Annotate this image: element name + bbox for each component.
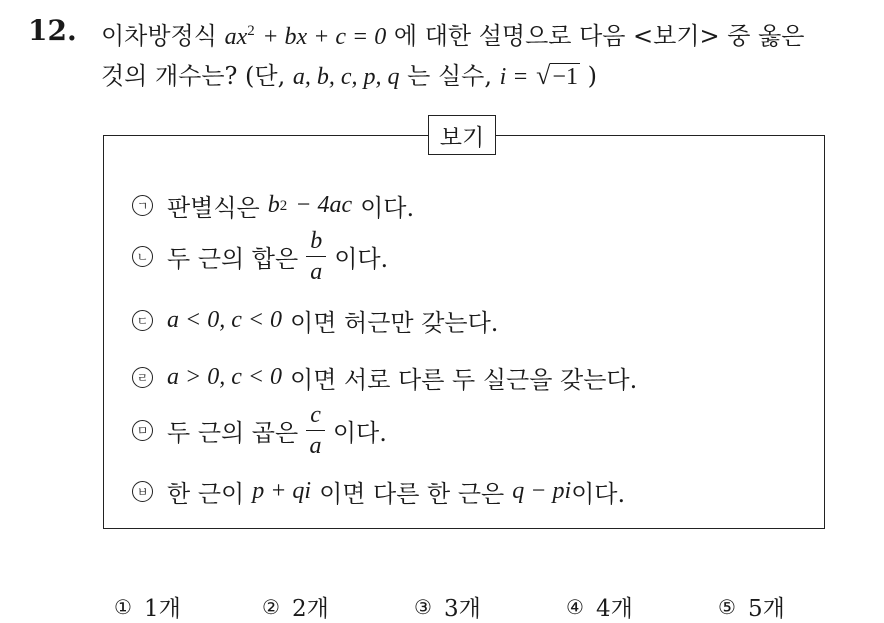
choice-1[interactable] [114, 590, 181, 623]
math-condition: a < 0, c < 0 [167, 307, 283, 333]
statement-5 [132, 400, 387, 461]
math-base: b [267, 192, 280, 218]
statement-marker: ㄴ [132, 246, 153, 267]
fraction [306, 400, 325, 461]
statement-text: 한 근이 [167, 480, 245, 508]
choice-mark: ② [262, 594, 280, 619]
question-text-suffix: 에 대한 설명으로 다음 <보기> 중 옳은 [393, 22, 805, 50]
question-line-2 [101, 56, 597, 91]
question-text-prefix: 이차방정식 [101, 22, 217, 50]
choice-label: 4개 [595, 596, 633, 622]
statement-text: 두 근의 곱은 [167, 419, 299, 447]
statement-text: 두 근의 합은 [167, 245, 299, 273]
real-variables: a, b, c, p, q [292, 64, 400, 90]
statement-2 [132, 226, 388, 287]
equation-a: ax [224, 24, 248, 50]
choice-label: 1개 [143, 596, 181, 622]
statement-4 [132, 360, 637, 395]
example-box-title: 보기 [428, 115, 496, 155]
choice-mark: ⑤ [718, 594, 736, 619]
math-condition: a > 0, c < 0 [167, 364, 283, 390]
question-condition-end: ) [587, 62, 597, 90]
choice-label: 3개 [443, 596, 481, 622]
statement-marker: ㅂ [132, 481, 153, 502]
choice-3[interactable] [414, 590, 481, 623]
fraction-numerator: b [306, 226, 326, 257]
answer-choices [0, 590, 884, 620]
statement-text-mid: 이면 다른 한 근은 [319, 480, 505, 508]
choice-label: 5개 [747, 596, 785, 622]
statement-marker: ㄷ [132, 310, 153, 331]
fraction-denominator: a [310, 259, 323, 285]
equation-exponent: 2 [247, 23, 255, 39]
choice-mark: ① [114, 594, 132, 619]
statement-ending: 이면 허근만 갖는다. [290, 309, 499, 337]
statement-3 [132, 303, 498, 338]
choice-2[interactable] [262, 590, 329, 623]
fraction-numerator: c [306, 400, 325, 431]
choice-5[interactable] [718, 590, 785, 623]
choice-mark: ③ [414, 594, 432, 619]
statement-ending: 이다. [360, 194, 415, 222]
choice-4[interactable] [566, 590, 633, 623]
question-condition-mid: 는 실수, [407, 62, 492, 90]
statement-ending: 이면 서로 다른 두 실근을 갖는다. [290, 366, 638, 394]
sqrt-radicand: −1 [552, 64, 578, 90]
imaginary-unit-def: i = [499, 64, 529, 90]
choice-label: 2개 [291, 596, 329, 622]
statement-ending: 이다. [334, 245, 389, 273]
choice-mark: ④ [566, 594, 584, 619]
statement-ending: 이다. [332, 419, 387, 447]
fraction-denominator: a [309, 433, 322, 459]
equation-rest: + bx + c = 0 [262, 24, 387, 50]
question-line-1 [101, 16, 804, 51]
math-rest: − 4ac [295, 192, 353, 218]
question-number: 12. [28, 14, 77, 47]
statement-6 [132, 474, 625, 509]
question-condition-prefix: 것의 개수는? (단, [101, 62, 286, 90]
math-other-root: q − pi [512, 478, 572, 504]
statement-1: ㄱ 판별식은 b 2 − 4ac 이다. [132, 188, 414, 223]
statement-ending: 이다. [571, 480, 626, 508]
statement-text: 판별식은 [167, 194, 260, 222]
sqrt-expression: √−1 [536, 61, 578, 90]
statement-marker: ㄱ [132, 195, 153, 216]
fraction [306, 226, 326, 287]
statement-marker: ㅁ [132, 420, 153, 441]
math-root: p + qi [252, 478, 312, 504]
statement-marker: ㄹ [132, 367, 153, 388]
